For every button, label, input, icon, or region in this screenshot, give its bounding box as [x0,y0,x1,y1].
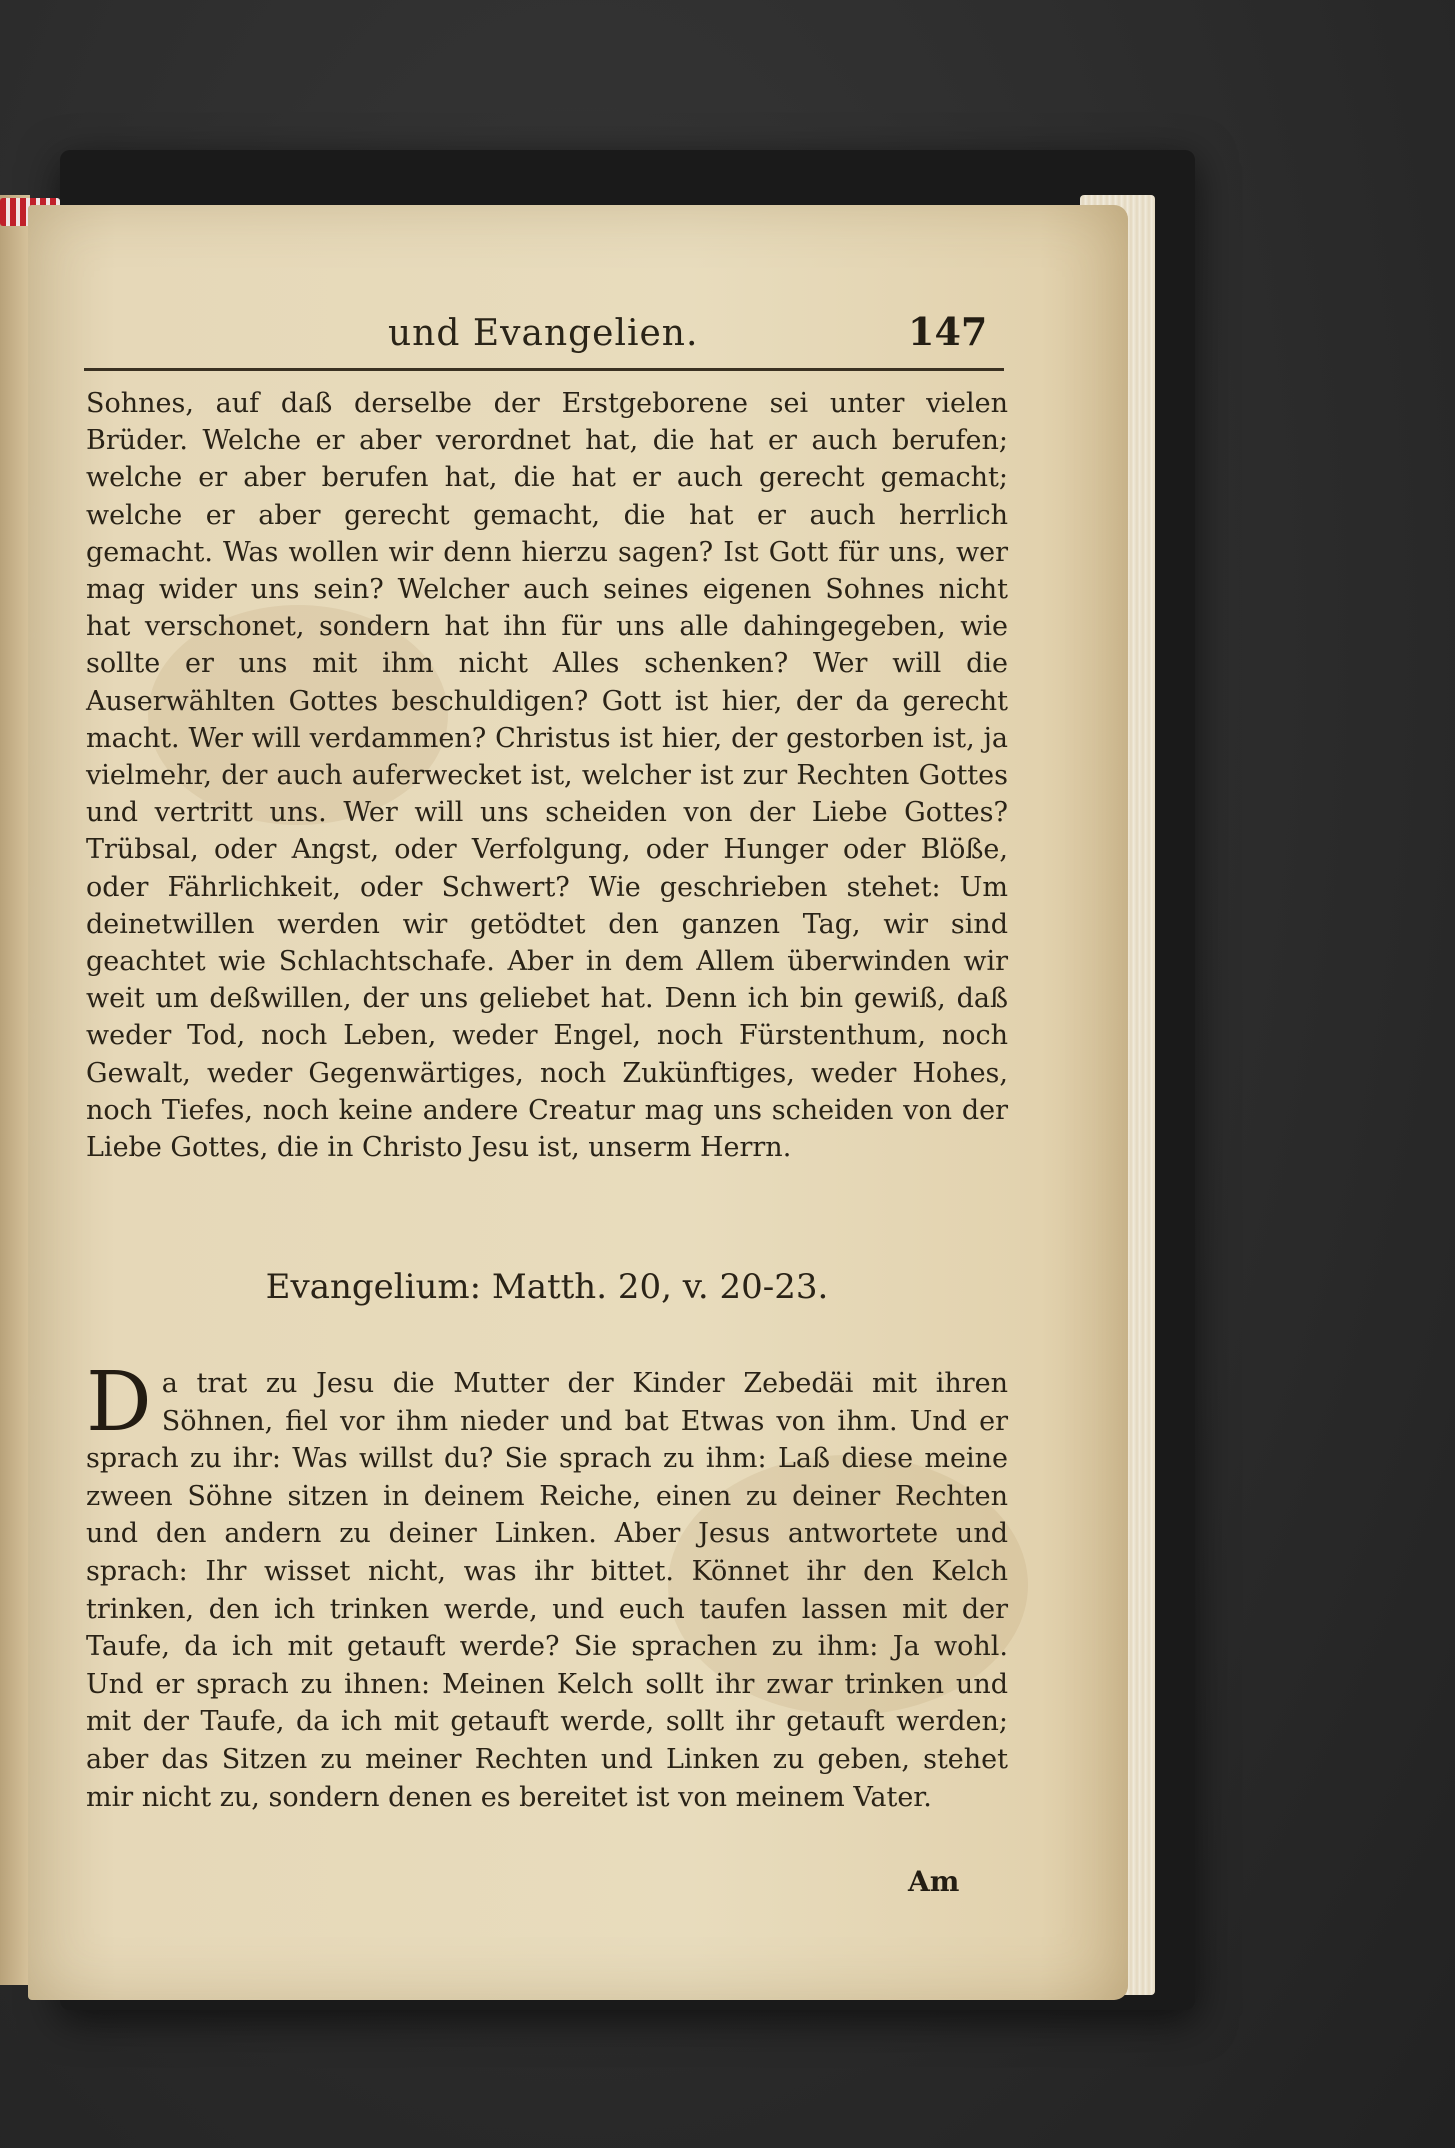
book-page [28,205,1128,2000]
catchword: Am [908,1865,960,1898]
running-title: und Evangelien. [388,313,699,354]
header-rule [84,368,1004,371]
drop-cap-initial: D [86,1355,152,1450]
epistle-text: Sohnes, auf daß derselbe der Erstgeborene sei unter vielen Brüder. Welche er aber verordnet hat, die hat er auch berufen; welche er aber berufen hat, die hat er auch gerecht gemacht; welche er aber gerecht gemacht, die hat er auch herrlich gemacht. Was wollen wir denn hierzu sagen? Ist Gott für uns, wer mag wider uns sein? Welcher auch seines eigenen Sohnes nicht hat verschonet, sondern hat ihn für uns alle dahingegeben, wie sollte er uns mit ihm nicht Alles schenken? Wer will die Auserwählten Gottes beschuldigen? Gott ist hier, der da gerecht macht. Wer will verdammen? Christus ist hier, der gestorben ist, ja vielmehr, der auch auferwecket ist, welcher ist zur Rechten Gottes und vertritt uns. Wer will uns scheiden von der Liebe Gottes? Trübsal, oder Angst, oder Verfolgung, oder Hunger oder Blöße, oder Fährlichkeit, oder Schwert? Wie geschrieben stehet: Um deinetwillen werden wir getödtet den ganzen Tag, wir sind geachtet wie Schlachtschafe. Aber in dem Allem überwinden wir weit um deßwillen, der uns geliebet hat. Denn ich bin gewiß, daß weder Tod, noch Leben, weder Engel, noch Fürstenthum, noch Gewalt, weder Gegenwärtiges, noch Zukünftiges, weder Hohes, noch Tiefes, noch keine andere Creatur mag uns scheiden von der Liebe Gottes, die in Christo Jesu ist, unserm Herrn. [86,388,1008,1164]
gospel-heading: Evangelium: Matth. 20, v. 20-23. [265,1267,829,1307]
page-number: 147 [908,309,988,354]
running-head [28,305,1128,365]
gospel-paragraph [86,1355,1008,1816]
gospel-text: a trat zu Jesu die Mutter der Kinder Zebedäi mit ihren Söhnen, fiel vor ihm nieder und bat Etwas von ihm. Und er sprach zu ihr: Was willst du? Sie sprach zu ihm: Laß diese meine zween Söhne sitzen in deinem Reiche, einen zu deiner Rechten und den andern zu deiner Linken. Aber Jesus antwortete und sprach: Ihr wisset nicht, was ihr bittet. Könnet ihr den Kelch trinken, den ich trinken werde, und euch taufen lassen mit der Taufe, da ich mit getauft werde? Sie sprachen zu ihm: Ja wohl. Und er sprach zu ihnen: Meinen Kelch sollt ihr zwar trinken und mit der Taufe, da ich mit getauft werde, sollt ihr getauft werden; aber das Sitzen zu meiner Rechten und Linken zu geben, stehet mir nicht zu, sondern denen es bereitet ist von meinem Vater. [86,1368,1008,1813]
book-spine-edge [0,195,30,1985]
